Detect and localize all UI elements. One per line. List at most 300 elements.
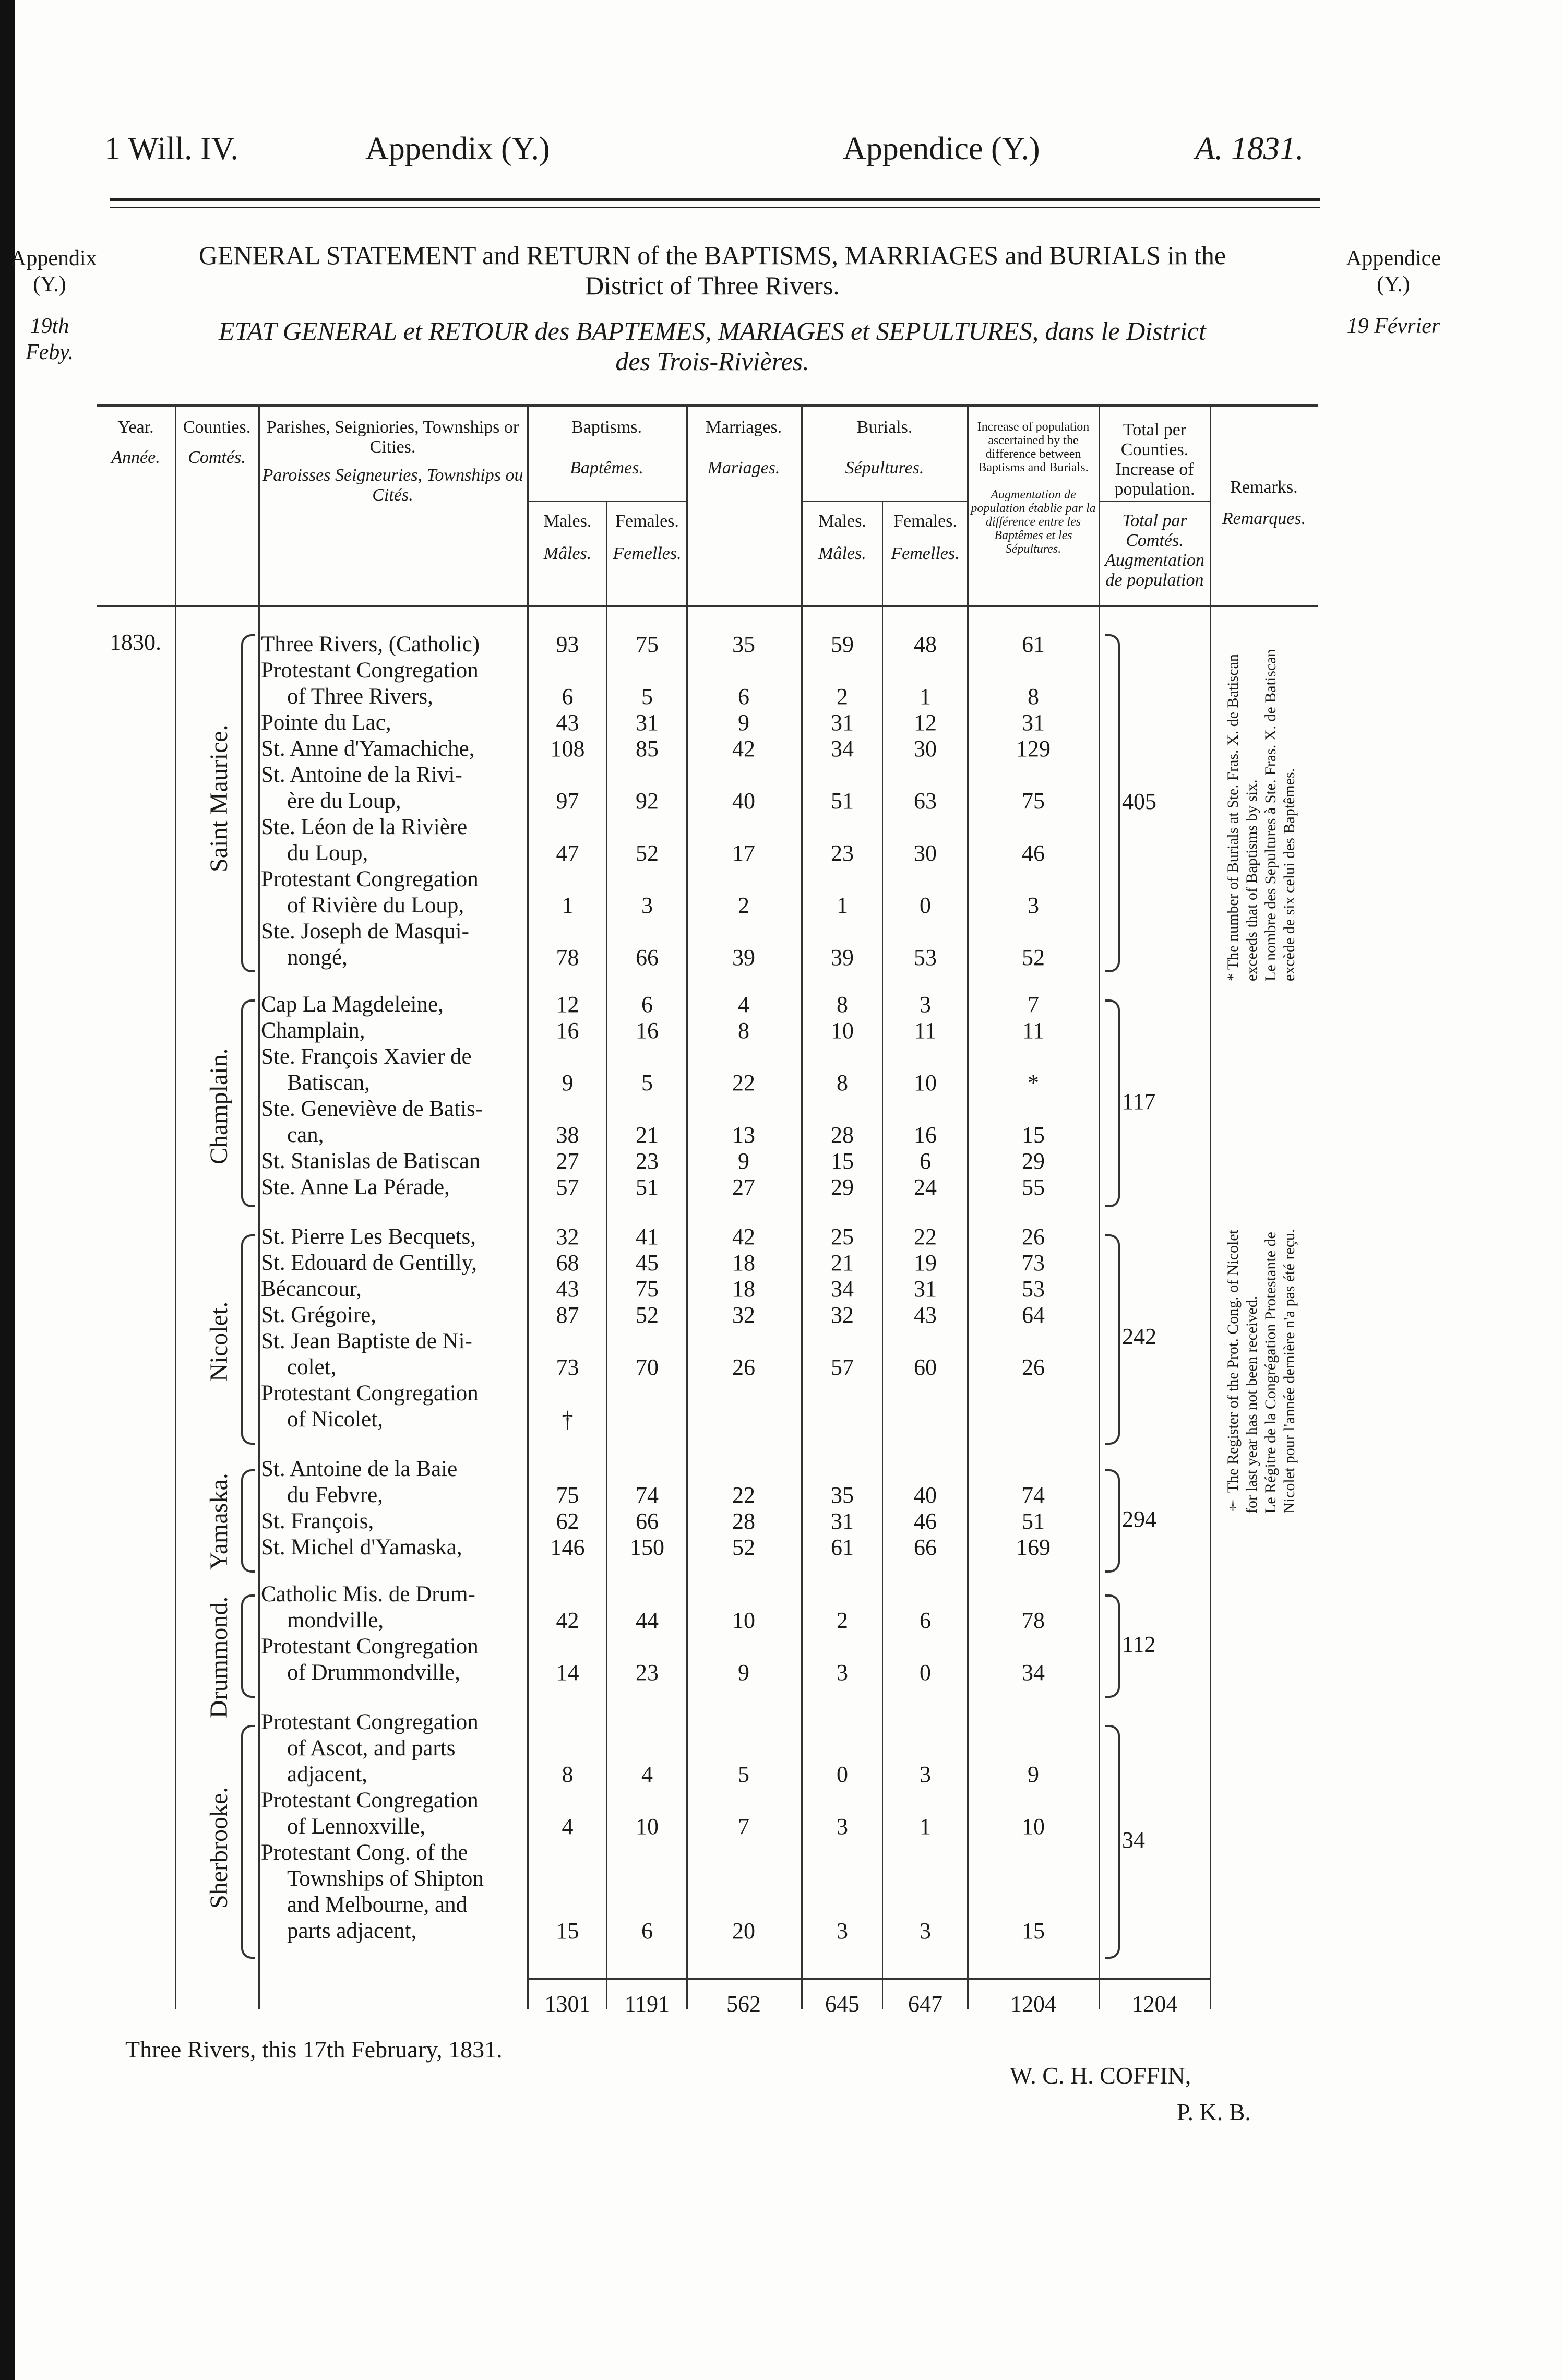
increase-cell: 46 (1022, 840, 1045, 866)
parish-name: Protestant Congregation (261, 867, 479, 891)
burials-females-cell: 6 (920, 1148, 931, 1174)
appendix-label-en: Appendix (Y.) (365, 131, 550, 166)
parish-name: mondville, (287, 1608, 384, 1633)
total-brace (1105, 1469, 1120, 1573)
increase-cell: 73 (1022, 1250, 1045, 1276)
col-header-baptisms-males (530, 511, 605, 564)
title-english-line: District of Three Rivers. (585, 271, 840, 300)
baptisms-females-cell: 45 (636, 1250, 659, 1276)
parish-name: Batiscan, (287, 1070, 370, 1095)
col-header-increase-en: Increase of population ascertained by the difference between Baptisms and Burials. (977, 420, 1090, 474)
baptisms-females-cell: 4 (641, 1762, 653, 1787)
burials-males-cell: 23 (831, 840, 854, 866)
baptisms-females-cell: 16 (636, 1018, 659, 1043)
col-header-burials (804, 418, 965, 478)
parish-name: Protestant Congregation (261, 1634, 479, 1659)
appendix-label-fr: Appendice (Y.) (843, 131, 1040, 166)
marriages-cell: 9 (738, 1148, 749, 1174)
col-header-remarks-en: Remarks. (1230, 478, 1298, 497)
marriages-cell: 2 (738, 892, 749, 918)
burials-males-cell: 34 (831, 736, 854, 761)
baptisms-males-cell: 62 (556, 1508, 579, 1534)
parish-name: Cap La Magdeleine, (261, 992, 444, 1017)
parish-name: and Melbourne, and (287, 1893, 468, 1917)
baptisms-females-cell: 21 (636, 1122, 659, 1148)
baptisms-females-cell: 74 (636, 1482, 659, 1508)
increase-cell: 52 (1022, 945, 1045, 970)
parish-name: St. Antoine de la Rivi- (261, 763, 462, 787)
burials-males-cell: 51 (831, 788, 854, 814)
col-header-baptisms-females (609, 511, 686, 564)
increase-cell: 129 (1016, 736, 1051, 761)
burials-males-cell: 35 (831, 1482, 854, 1508)
burials-females-cell: 16 (914, 1122, 937, 1148)
baptisms-females-cell: 10 (636, 1814, 659, 1839)
col-header-males-en: Males. (543, 511, 592, 531)
total-burials-females: 647 (908, 1991, 942, 2017)
total-brace (1105, 1594, 1120, 1698)
parish-name: of Nicolet, (287, 1407, 383, 1432)
parish-name: of Ascot, and parts (287, 1736, 456, 1760)
marriages-cell: 28 (732, 1508, 755, 1534)
parish-name: Pointe du Lac, (261, 710, 391, 735)
col-header-counties (176, 418, 257, 468)
increase-cell: 26 (1022, 1354, 1045, 1380)
baptisms-females-cell: 70 (636, 1354, 659, 1380)
burials-females-cell: 66 (914, 1534, 937, 1560)
burials-females-cell: 11 (914, 1018, 937, 1043)
baptisms-males-cell: 27 (556, 1148, 579, 1174)
col-header-marriages-fr: Mariages. (707, 458, 780, 478)
baptisms-males-cell: 16 (556, 1018, 579, 1043)
parish-name: St. Pierre Les Becquets, (261, 1224, 476, 1249)
parish-name: St. Grégoire, (261, 1303, 376, 1327)
baptisms-males-cell: 93 (556, 632, 579, 657)
increase-cell: 31 (1022, 710, 1045, 735)
signature: W. C. H. COFFIN, (1010, 2062, 1191, 2089)
col-header-increase (970, 420, 1097, 556)
baptisms-males-cell: 15 (556, 1918, 579, 1944)
totals-rule (527, 1978, 1211, 1980)
baptisms-males-cell: 9 (562, 1070, 574, 1096)
marriages-cell: 27 (732, 1174, 755, 1200)
burials-males-cell: 25 (831, 1224, 854, 1250)
burials-females-cell: 63 (914, 788, 937, 814)
remark-batiscan: * The number of Burials at Ste. Fras. X. de Batiscan exceeds that of Baptisms by six. Le nombre des Sepultures à Ste. Fras. X. de Batiscan excède de six celui des Baptêmes. (1224, 649, 1298, 981)
burials-males-cell: 2 (837, 1608, 848, 1633)
county-total: 405 (1122, 789, 1156, 814)
burials-males-cell: 21 (831, 1250, 854, 1276)
burials-males-cell: 2 (837, 684, 848, 709)
burials-males-cell: 3 (837, 1660, 848, 1685)
col-header-females-en: Females. (893, 511, 957, 531)
baptisms-males-cell: 73 (556, 1354, 579, 1380)
burials-males-cell: 28 (831, 1122, 854, 1148)
parish-name: Ste. Anne La Pérade, (261, 1175, 450, 1199)
parish-name: Ste. Léon de la Rivière (261, 815, 468, 839)
parish-name: Three Rivers, (Catholic) (261, 632, 480, 657)
baptisms-males-cell: 97 (556, 788, 579, 814)
parish-name: du Febvre, (287, 1483, 383, 1507)
parish-name: of Lennoxville, (287, 1814, 426, 1839)
marriages-cell: 7 (738, 1814, 749, 1839)
place-date: Three Rivers, this 17th February, 1831. (125, 2036, 503, 2063)
margin-right-line: 19 Février (1346, 314, 1440, 338)
baptisms-males-cell: 12 (556, 992, 579, 1017)
col-header-year-fr: Année. (111, 448, 160, 467)
parish-name: Champlain, (261, 1018, 365, 1043)
marriages-cell: 5 (738, 1762, 749, 1787)
table-top-rule (97, 404, 1318, 407)
parish-name: can, (287, 1123, 324, 1147)
col-header-increase-fr: Augmentation de population établie par la différence entre les Baptêmes et les Sépultures. (971, 488, 1096, 556)
baptisms-males-cell: 87 (556, 1302, 579, 1328)
burials-females-cell: 0 (920, 892, 931, 918)
burials-females-cell: 3 (920, 992, 931, 1017)
parish-name: Protestant Congregation (261, 658, 479, 683)
burials-females-cell: 30 (914, 736, 937, 761)
baptisms-females-cell: 92 (636, 788, 659, 814)
baptisms-males-cell: 47 (556, 840, 579, 866)
total-increase: 1204 (1010, 1991, 1056, 2017)
total-burials-males: 645 (825, 1991, 860, 2017)
baptisms-females-cell: 3 (641, 892, 653, 918)
burials-males-cell: 8 (837, 1070, 848, 1096)
baptisms-males-cell: 8 (562, 1762, 574, 1787)
marriages-cell: 18 (732, 1250, 755, 1276)
baptisms-males-cell: 43 (556, 1276, 579, 1302)
marriages-cell: 35 (732, 632, 755, 657)
marriages-cell: 40 (732, 788, 755, 814)
county-nicolet: Nicolet. (205, 1301, 233, 1382)
col-header-total (1101, 420, 1208, 590)
parish-name: Protestant Congregation (261, 1710, 479, 1734)
marriages-cell: 6 (738, 684, 749, 709)
burials-females-cell: 24 (914, 1174, 937, 1200)
parish-name: Bécancour, (261, 1277, 362, 1301)
county-total: 34 (1122, 1827, 1145, 1853)
marriages-cell: 32 (732, 1302, 755, 1328)
marriages-cell: 39 (732, 945, 755, 970)
table-header-rule (97, 605, 1318, 607)
increase-cell: 55 (1022, 1174, 1045, 1200)
col-header-females-fr: Femelles. (613, 544, 682, 563)
burials-females-cell: 6 (920, 1608, 931, 1633)
col-header-marriages-en: Marriages. (705, 418, 782, 437)
col-header-remarks-fr: Remarques. (1222, 509, 1306, 528)
burials-females-cell: 40 (914, 1482, 937, 1508)
parish-name: Ste. Joseph de Masqui- (261, 919, 469, 944)
burials-males-cell: 0 (837, 1762, 848, 1787)
burials-males-cell: 1 (837, 892, 848, 918)
parish-name: St. Jean Baptiste de Ni- (261, 1329, 472, 1353)
increase-cell: 53 (1022, 1276, 1045, 1302)
baptisms-females-cell: 6 (641, 1918, 653, 1944)
margin-left-line: 19th Feby. (25, 314, 74, 364)
baptisms-females-cell: 52 (636, 840, 659, 866)
increase-cell: 11 (1022, 1018, 1045, 1043)
county-brace (241, 1594, 255, 1698)
burials-males-cell: 61 (831, 1534, 854, 1560)
marriages-cell: 9 (738, 710, 749, 735)
col-header-counties-fr: Comtés. (188, 448, 246, 467)
title-french-line: des Trois-Rivières. (615, 347, 809, 376)
signature-title: P. K. B. (1177, 2099, 1251, 2125)
col-header-females-fr: Femelles. (891, 544, 960, 563)
increase-cell: 29 (1022, 1148, 1045, 1174)
col-header-total-fr: Total par Comtés. Augmentation de population (1105, 511, 1204, 590)
col-header-parish-en: Parishes, Seigniories, Townships or Cities. (266, 418, 519, 457)
county-yamaska: Yamaska. (205, 1473, 233, 1570)
baptisms-males-cell: 68 (556, 1250, 579, 1276)
marriages-cell: 8 (738, 1018, 749, 1043)
parish-name: St. Edouard de Gentilly, (261, 1251, 478, 1275)
increase-cell: 74 (1022, 1482, 1045, 1508)
remark-nicolet: † The Register of the Prot. Cong. of Nicolet for last year has not been received. Le Régitre de la Congrégation Protestante de Nicolet pour l'année dernière n'a pas été reçu. (1224, 1229, 1298, 1514)
col-header-year-en: Year. (117, 418, 154, 437)
baptisms-females-cell: 41 (636, 1224, 659, 1250)
county-total: 117 (1122, 1089, 1156, 1114)
burials-males-cell: 10 (831, 1018, 854, 1043)
parish-name: Protestant Congregation (261, 1788, 479, 1813)
increase-cell: 64 (1022, 1302, 1045, 1328)
baptisms-males-cell: 108 (550, 736, 585, 761)
increase-cell: 8 (1028, 684, 1039, 709)
marriages-cell: 18 (732, 1276, 755, 1302)
burials-males-cell: 32 (831, 1302, 854, 1328)
title-english (99, 240, 1326, 301)
baptisms-females-cell: 6 (641, 992, 653, 1017)
increase-cell: 15 (1022, 1918, 1045, 1944)
burials-males-cell: 34 (831, 1276, 854, 1302)
burials-females-cell: 1 (920, 684, 931, 709)
col-header-parish-fr: Paroisses Seigneuries, Townships ou Cités. (262, 466, 523, 505)
parish-name: of Rivière du Loup, (287, 893, 464, 918)
year-label: A. 1831. (1195, 131, 1304, 166)
burials-females-cell: 12 (914, 710, 937, 735)
burials-males-cell: 59 (831, 632, 854, 657)
parish-name: of Drummondville, (287, 1660, 461, 1685)
total-brace (1105, 1234, 1120, 1445)
margin-right-line: Appendice (1346, 246, 1441, 270)
baptisms-females-cell: 66 (636, 1508, 659, 1534)
marriages-cell: 20 (732, 1918, 755, 1944)
parish-name: parts adjacent, (287, 1919, 417, 1943)
burials-females-cell: 31 (914, 1276, 937, 1302)
total-baptisms-females: 1191 (624, 1991, 670, 2017)
increase-cell: 34 (1022, 1660, 1045, 1685)
baptisms-females-cell: 44 (636, 1608, 659, 1633)
marriages-cell: 13 (732, 1122, 755, 1148)
parish-name: Protestant Cong. of the (261, 1840, 468, 1865)
col-header-males-fr: Mâles. (818, 544, 866, 563)
baptisms-females-cell: 5 (641, 1070, 653, 1096)
parish-name: colet, (287, 1355, 337, 1379)
burials-females-cell: 60 (914, 1354, 937, 1380)
burials-males-cell: 31 (831, 1508, 854, 1534)
county-brace (241, 1725, 255, 1959)
parish-name: St. François, (261, 1509, 374, 1533)
burials-males-cell: 3 (837, 1918, 848, 1944)
baptisms-males-cell: 14 (556, 1660, 579, 1685)
parish-name: St. Anne d'Yamachiche, (261, 736, 475, 761)
county-brace (241, 1234, 255, 1445)
total-brace (1105, 634, 1120, 972)
burials-males-cell: 15 (831, 1148, 854, 1174)
marriages-cell: 10 (732, 1608, 755, 1633)
burials-males-cell: 8 (837, 992, 848, 1017)
col-header-burials-females (884, 511, 967, 564)
increase-cell: 169 (1016, 1534, 1051, 1560)
margin-right-note (1331, 245, 1456, 339)
col-header-parish (261, 418, 524, 505)
marriages-cell: 9 (738, 1660, 749, 1685)
increase-cell: 75 (1022, 788, 1045, 814)
parish-name: ère du Loup, (287, 789, 401, 813)
margin-left-line: (Y.) (33, 272, 66, 296)
baptisms-females-cell: 85 (636, 736, 659, 761)
parish-name: Catholic Mis. de Drum- (261, 1582, 475, 1606)
col-header-burials-en: Burials. (856, 418, 913, 437)
burials-males-cell: 31 (831, 710, 854, 735)
parish-name: adjacent, (287, 1762, 367, 1787)
title-french-line: ETAT GENERAL et RETOUR des BAPTEMES, MARIAGES et SEPULTURES, dans le District (219, 316, 1206, 346)
col-header-males-en: Males. (818, 511, 866, 531)
burials-females-cell: 30 (914, 840, 937, 866)
parish-name: St. Antoine de la Baie (261, 1457, 458, 1481)
marriages-cell: 22 (732, 1482, 755, 1508)
county-drummond: Drummond. (205, 1596, 233, 1718)
parish-name: nongé, (287, 945, 348, 970)
year-cell: 1830. (110, 629, 161, 655)
increase-cell: 51 (1022, 1508, 1045, 1534)
total-baptisms-males: 1301 (544, 1991, 591, 2017)
burials-males-cell: 3 (837, 1814, 848, 1839)
margin-left-note (10, 245, 97, 365)
baptisms-females-cell: 23 (636, 1148, 659, 1174)
county-sherbrooke: Sherbrooke. (205, 1787, 233, 1909)
burials-females-cell: 48 (914, 632, 937, 657)
baptisms-females-cell: 31 (636, 710, 659, 735)
county-brace (241, 634, 255, 972)
county-brace (241, 999, 255, 1207)
county-saint-maurice: Saint Maurice. (205, 724, 233, 873)
burials-females-cell: 22 (914, 1224, 937, 1250)
baptisms-males-cell: 4 (562, 1814, 574, 1839)
baptisms-females-cell: 66 (636, 945, 659, 970)
marriages-cell: 52 (732, 1534, 755, 1560)
col-header-year (99, 418, 172, 468)
col-header-marriages (689, 418, 798, 478)
total-marriages: 562 (726, 1991, 761, 2017)
burials-subrule (801, 501, 967, 502)
marriages-cell: 22 (732, 1070, 755, 1096)
parish-name: Ste. Geneviève de Batis- (261, 1097, 483, 1121)
county-total: 242 (1122, 1324, 1156, 1349)
county-champlain: Champlain. (205, 1048, 233, 1165)
parish-name: du Loup, (287, 841, 368, 865)
baptisms-females-cell: 5 (641, 684, 653, 709)
baptisms-females-cell: 75 (636, 1276, 659, 1302)
baptisms-females-cell: 75 (636, 632, 659, 657)
parish-name: of Three Rivers, (287, 684, 433, 709)
marriages-cell: 42 (732, 736, 755, 761)
col-header-burials-males (804, 511, 881, 564)
baptisms-males-cell: 43 (556, 710, 579, 735)
baptisms-males-cell: 1 (562, 892, 574, 918)
marriages-cell: 42 (732, 1224, 755, 1250)
baptisms-subrule (527, 501, 686, 502)
col-header-females-en: Females. (615, 511, 679, 531)
baptisms-males-cell: 42 (556, 1608, 579, 1633)
parish-name: Protestant Congregation (261, 1381, 479, 1406)
title-english-line: GENERAL STATEMENT and RETURN of the BAPTISMS, MARRIAGES and BURIALS in the (198, 241, 1226, 270)
parish-name: Ste. François Xavier de (261, 1044, 472, 1069)
total-county-increase: 1204 (1131, 1991, 1178, 2017)
col-header-counties-en: Counties. (183, 418, 251, 437)
increase-cell: 3 (1028, 892, 1039, 918)
total-brace (1105, 1725, 1120, 1959)
baptisms-females-cell: 23 (636, 1660, 659, 1685)
title-french (99, 316, 1326, 376)
county-total: 294 (1122, 1506, 1156, 1532)
burials-females-cell: 1 (920, 1814, 931, 1839)
session-label: 1 Will. IV. (104, 131, 239, 166)
increase-cell: 15 (1022, 1122, 1045, 1148)
increase-cell: 9 (1028, 1762, 1039, 1787)
col-header-remarks (1212, 478, 1316, 529)
baptisms-males-cell: 146 (550, 1534, 585, 1560)
increase-cell: 78 (1022, 1608, 1045, 1633)
burials-females-cell: 3 (920, 1762, 931, 1787)
col-header-total-en: Total per Counties. Increase of population. (1114, 420, 1195, 499)
col-header-baptisms-en: Baptisms. (571, 418, 642, 437)
header-rule-thin (110, 207, 1320, 208)
baptisms-males-cell: † (562, 1407, 574, 1432)
burials-females-cell: 19 (914, 1250, 937, 1276)
baptisms-males-cell: 57 (556, 1174, 579, 1200)
burials-females-cell: 43 (914, 1302, 937, 1328)
baptisms-females-cell: 51 (636, 1174, 659, 1200)
increase-cell: 10 (1022, 1814, 1045, 1839)
county-brace (241, 1469, 255, 1573)
increase-cell: 7 (1028, 992, 1039, 1017)
burials-females-cell: 0 (920, 1660, 931, 1685)
burials-males-cell: 29 (831, 1174, 854, 1200)
increase-cell: 61 (1022, 632, 1045, 657)
parish-name: St. Stanislas de Batiscan (261, 1149, 481, 1173)
county-total: 112 (1122, 1632, 1156, 1657)
parish-name: Townships of Shipton (287, 1866, 484, 1891)
burials-males-cell: 57 (831, 1354, 854, 1380)
margin-right-line: (Y.) (1377, 272, 1410, 296)
baptisms-males-cell: 75 (556, 1482, 579, 1508)
marriages-cell: 4 (738, 992, 749, 1017)
burials-females-cell: 46 (914, 1508, 937, 1534)
baptisms-males-cell: 32 (556, 1224, 579, 1250)
col-header-baptisms-fr: Baptêmes. (570, 458, 643, 478)
col-header-baptisms (530, 418, 684, 478)
baptisms-males-cell: 38 (556, 1122, 579, 1148)
baptisms-males-cell: 78 (556, 945, 579, 970)
total-brace (1105, 999, 1120, 1207)
baptisms-females-cell: 150 (630, 1534, 664, 1560)
margin-left-line: Appendix (10, 246, 97, 270)
header-rule (110, 198, 1320, 201)
burials-females-cell: 10 (914, 1070, 937, 1096)
increase-cell: * (1028, 1070, 1039, 1096)
baptisms-males-cell: 6 (562, 684, 574, 709)
